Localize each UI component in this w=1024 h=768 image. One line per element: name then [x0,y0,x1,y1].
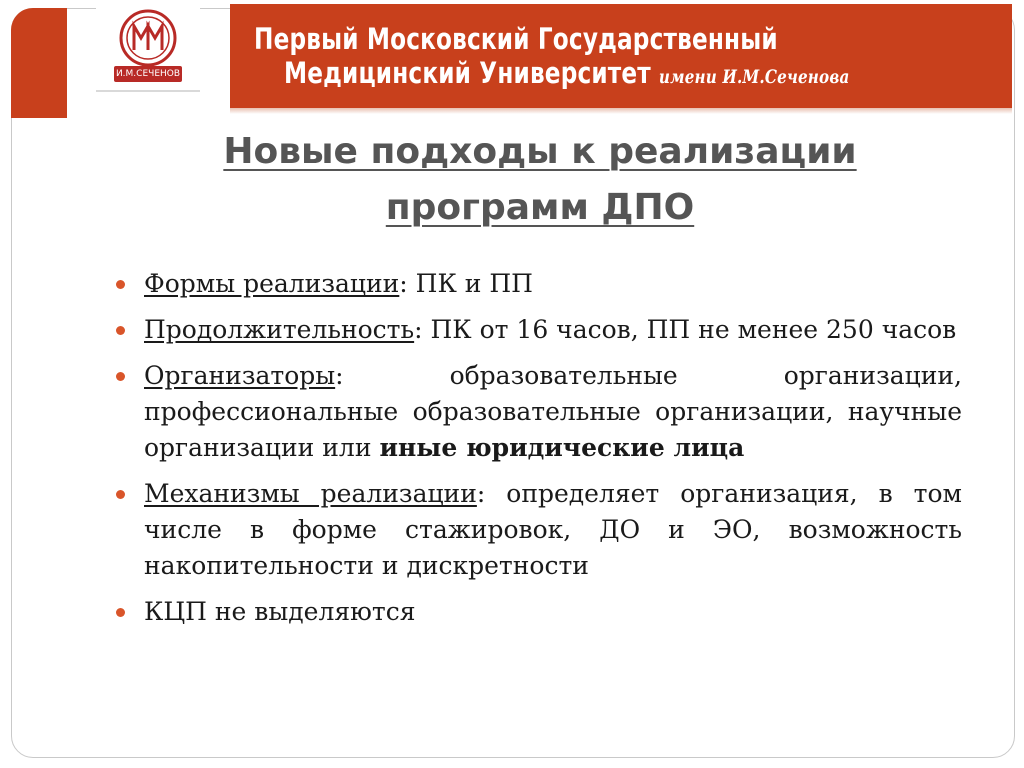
bullet-term: Организаторы [144,361,336,390]
slide-title [140,124,940,236]
bullet-strong-text: иные юридические лица [379,433,745,462]
bullet-list [112,266,962,640]
bullet-item-organizers [112,358,962,466]
bullet-term: Продолжительность [144,315,415,344]
bullet-dot-icon [116,326,125,335]
bullet-text: : ПК и ПП [399,269,533,298]
bullet-dot-icon [116,608,125,617]
bullet-term: Формы реализации [144,269,400,298]
bullet-dot-icon [116,280,125,289]
bullet-text: : определяет организация, в том числе в форме стажировок, ДО и ЭО, возможность накопительности и дискретности [144,479,962,580]
university-name-line1: Первый Московский Государственный [254,22,778,56]
header-shadow [230,108,1012,114]
bullet-text: КЦП не выделяются [144,597,416,626]
logo-ribbon: И.М.СЕЧЕНОВ [114,66,182,82]
university-name-line2 [284,56,850,90]
bullet-dot-icon [116,490,125,499]
slide-title-line1: Новые подходы к реализации [223,131,857,172]
bullet-item-duration [112,312,962,348]
header-accent-strip [11,8,67,118]
bullet-item-kcp [112,594,962,630]
university-logo [96,4,200,96]
bullet-text: : ПК от 16 часов, ПП не менее 250 часов [414,315,957,344]
bullet-term: Механизмы реализации [144,479,477,508]
university-emblem-icon [118,8,178,68]
university-name-suffix: имени И.М.Сеченова [658,66,850,88]
bullet-item-forms [112,266,962,302]
bullet-text: : образовательные организации, профессиональные образовательные организации, научные организации или [144,361,962,462]
header-banner [230,4,1012,108]
bullet-dot-icon [116,372,125,381]
slide-title-line2: программ ДПО [385,187,695,228]
university-name-line2-text: Медицинский Университет [284,56,651,90]
logo-divider [96,90,200,92]
bullet-item-mechanisms [112,476,962,584]
